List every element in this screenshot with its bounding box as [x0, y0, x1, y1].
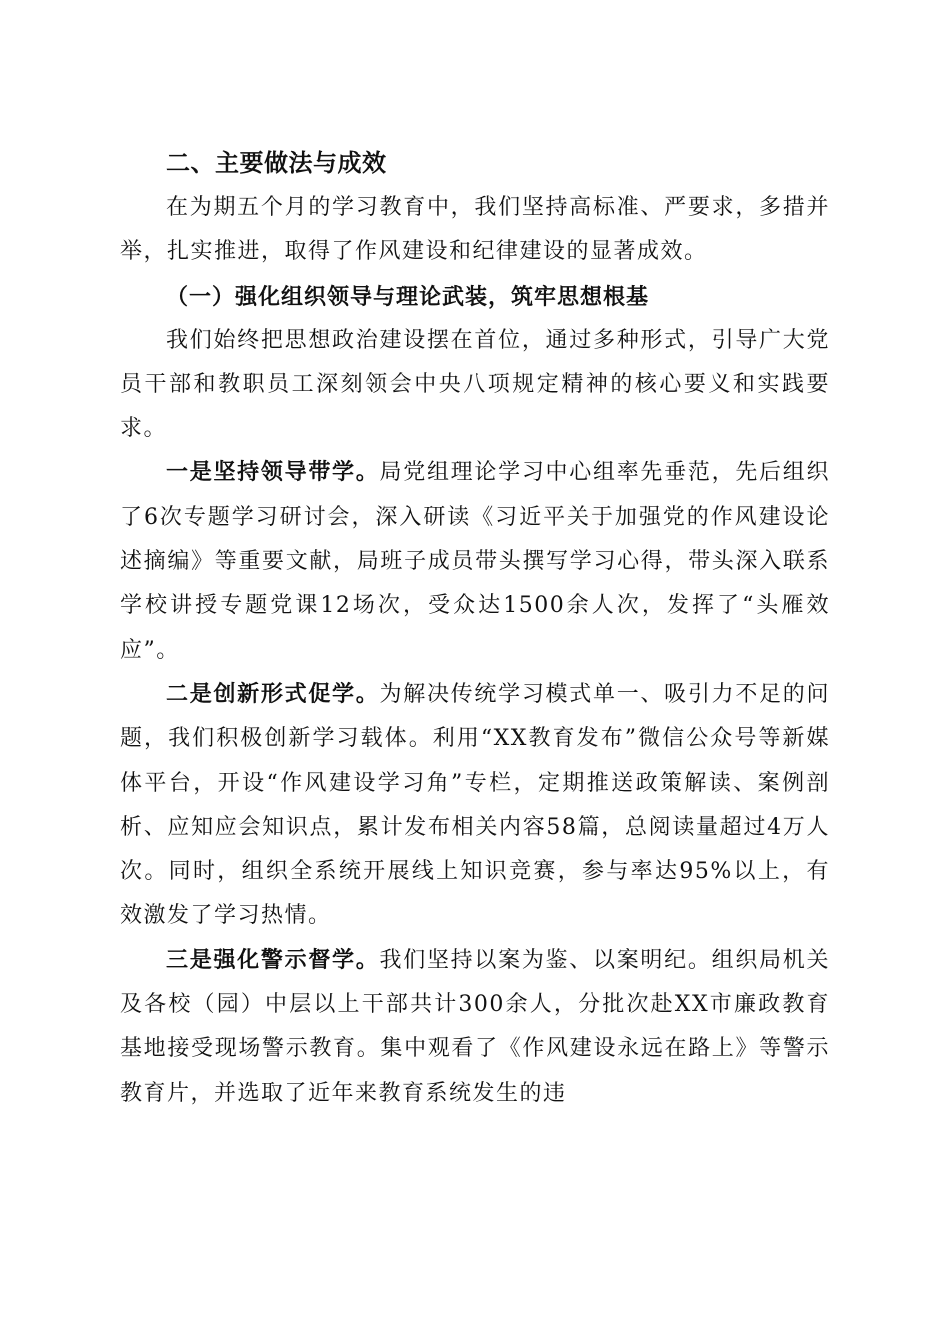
item-lead-3: 三是强化警示督学。 [166, 947, 380, 973]
item-lead-1: 一是坚持领导带学。 [166, 460, 380, 486]
item-paragraph-2 [120, 673, 830, 939]
document-page [120, 140, 830, 1116]
item-paragraph-1 [120, 451, 830, 672]
item-lead-2: 二是创新形式促学。 [166, 681, 380, 707]
item-paragraph-3 [120, 939, 830, 1116]
subsection-intro-paragraph: 我们始终把思想政治建设摆在首位，通过多种形式，引导广大党员干部和教职员工深刻领会中央八项规定精神的核心要义和实践要求。 [120, 327, 830, 442]
section-heading: 二、主要做法与成效 [166, 149, 387, 177]
item-text-2: 为解决传统学习模式单一、吸引力不足的问题，我们积极创新学习载体。利用“XX教育发布”微信公众号等新媒体平台，开设“作风建设学习角”专栏，定期推送政策解读、案例剖析、应知应会知识点，累计发布相关内容58篇，总阅读量超过4万人次。同时，组织全系统开展线上知识竞赛，参与率达95%以上，有效激发了学习热情。 [120, 681, 830, 929]
subsection-heading: （一）强化组织领导与理论武装，筑牢思想根基 [166, 283, 650, 310]
item-text-3: 我们坚持以案为鉴、以案明纪。组织局机关及各校（园）中层以上干部共计300余人，分批次赴XX市廉政教育基地接受现场警示教育。集中观看了《作风建设永远在路上》等警示教育片，并选取了近年来教育系统发生的违 [120, 947, 830, 1106]
item-text-1: 局党组理论学习中心组率先垂范，先后组织了6次专题学习研讨会，深入研读《习近平关于加强党的作风建设论述摘编》等重要文献，局班子成员带头撰写学习心得，带头深入联系学校讲授专题党课12场次，受众达1500余人次，发挥了“头雁效应”。 [120, 460, 830, 663]
section-intro-paragraph: 在为期五个月的学习教育中，我们坚持高标准、严要求，多措并举，扎实推进，取得了作风建设和纪律建设的显著成效。 [120, 195, 830, 265]
